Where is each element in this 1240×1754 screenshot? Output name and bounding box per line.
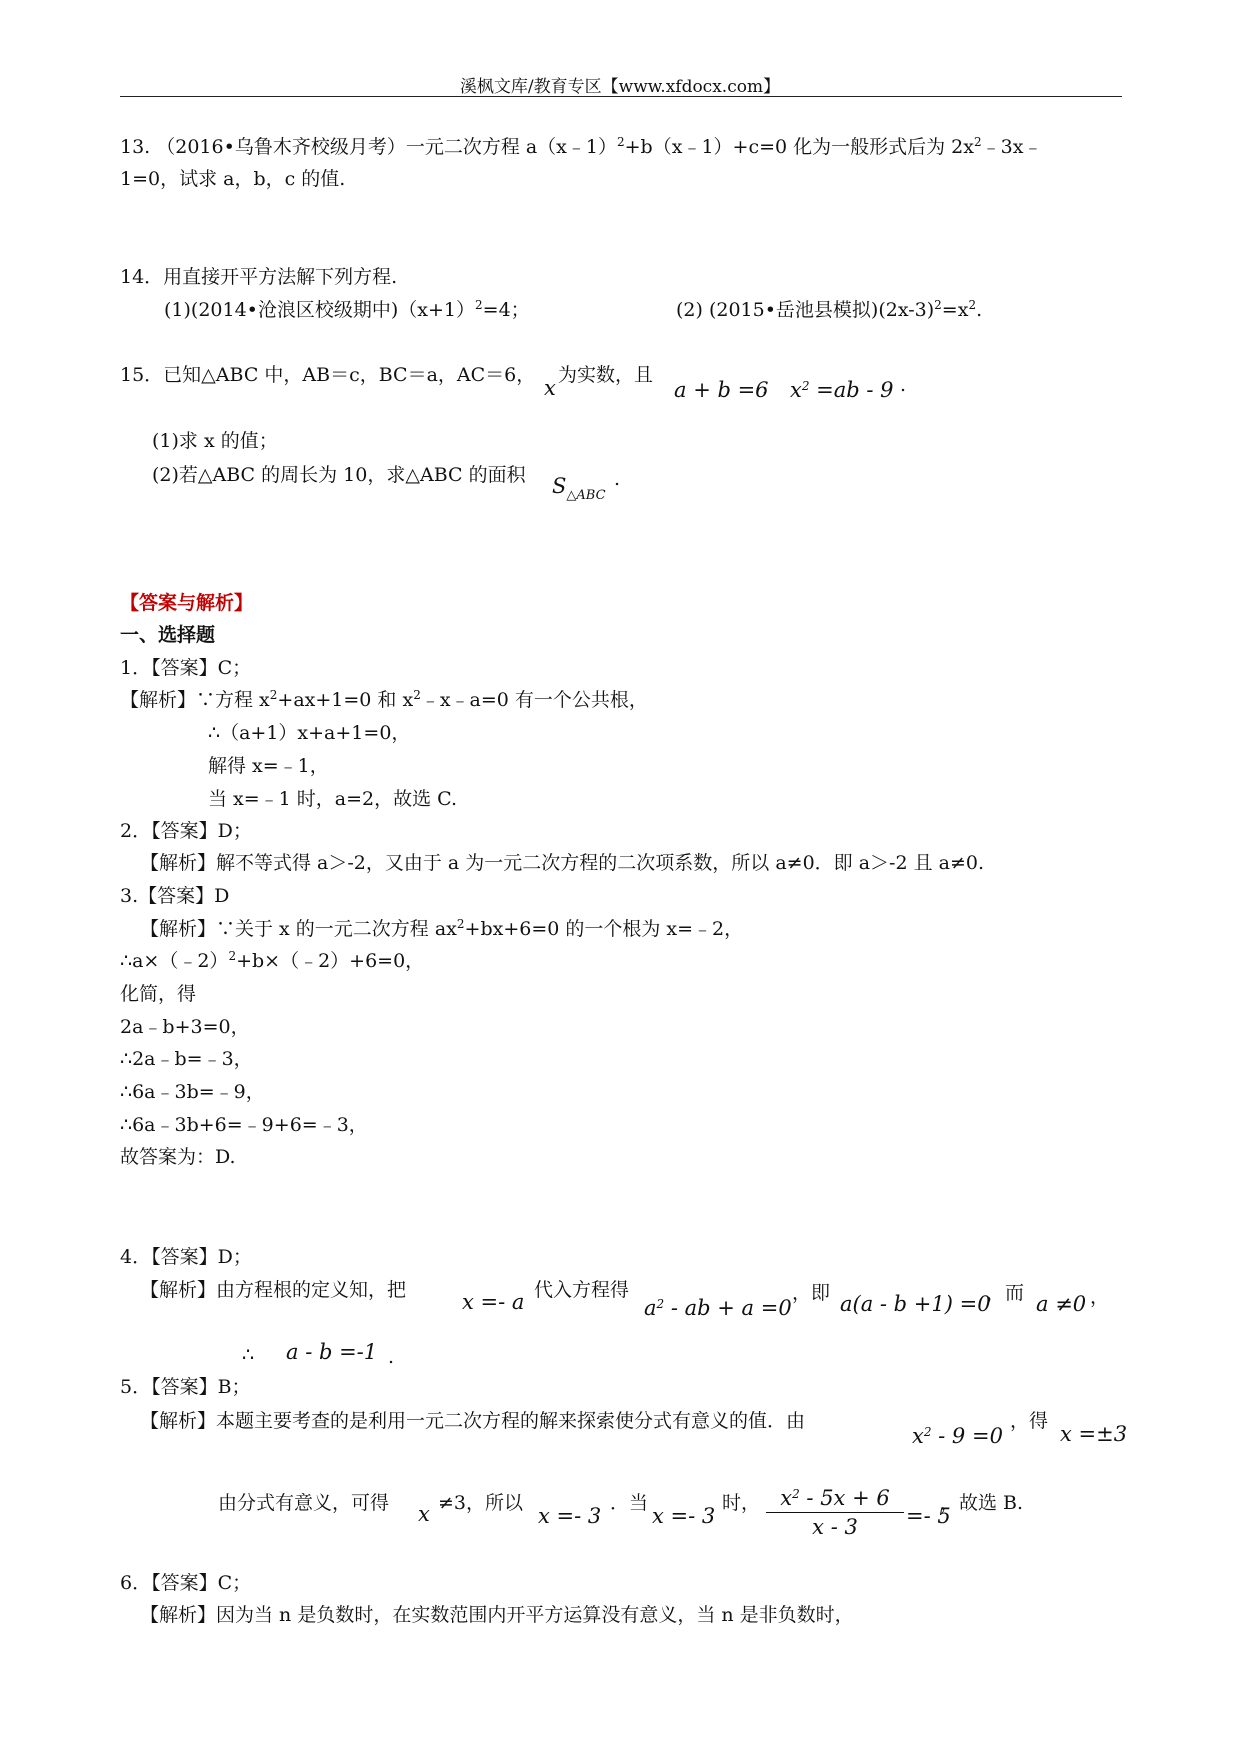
a1-line3: 解得 x=﹣1， (208, 755, 329, 777)
q13-text-c: ﹣3x﹣ (981, 136, 1043, 158)
a1-l1-c: ﹣x﹣a=0 有一个公共根， (420, 689, 648, 711)
a4-math-4: a ≠0 (1036, 1292, 1087, 1316)
a5-text-3: ．当 (610, 1492, 649, 1514)
a1-line4: 当 x=﹣1 时，a=2，故选 C. (208, 788, 458, 810)
header-divider (120, 96, 1122, 97)
a3-line7: ∴6a﹣3b+6=﹣9+6=﹣3， (120, 1114, 368, 1136)
a4-therefore: ∴ (242, 1344, 255, 1366)
q13-text-b: +b（x﹣1）+c=0 化为一般形式后为 2x (624, 136, 974, 158)
page-header: 溪枫文库/教育专区【www.xfdocx.com】 (459, 77, 781, 97)
a5-text-4: 时， (722, 1492, 761, 1514)
a5-math-2: x =±3 (1060, 1422, 1128, 1446)
a1-l1-a: 【解析】∵方程 x (120, 689, 270, 711)
a5-fraction-bar (766, 1512, 904, 1513)
q15-part1: (1)求 x 的值； (152, 430, 278, 452)
q13-sup: 2 (617, 135, 625, 149)
answers-title: 【答案与解析】 (120, 592, 254, 614)
a5-fraction-denominator: x - 3 (812, 1515, 858, 1539)
a4-dot: . (388, 1346, 395, 1368)
a5-line1: 【解析】本题主要考查的是利用一元二次方程的解来探索使分式有意义的值．由 (140, 1410, 806, 1432)
q15-eq2-rest: =ab - 9 (809, 378, 894, 402)
a5-line2-b: ≠3，所以 (438, 1492, 524, 1514)
a3-sup: 2 (456, 917, 465, 931)
q15-dot: . (900, 374, 907, 396)
a3-sup: 2 (228, 949, 237, 963)
a3-line2 (120, 948, 424, 974)
a5-m1-a: x (912, 1424, 924, 1448)
a4-label: 4．【答案】D； (120, 1246, 252, 1268)
a4-text-5: ， (1090, 1286, 1110, 1308)
q14-line1: 14．用直接开平方法解下列方程. (120, 266, 398, 288)
a3-line1 (140, 916, 743, 942)
a5-num-sup: 2 (792, 1487, 800, 1501)
a5-text-2: ，得 (1010, 1410, 1049, 1432)
a5-math-4: x =- 3 (538, 1504, 602, 1528)
a5-num-b: - 5x + 6 (799, 1486, 890, 1510)
a5-num-a: x (780, 1486, 793, 1510)
q15-eq2 (790, 378, 894, 402)
q15-eq2-x: x (790, 378, 802, 402)
a4-text-4: ，而 (986, 1282, 1025, 1304)
a1-sup: 2 (269, 688, 278, 702)
q15-x-symbol: x (544, 376, 556, 400)
a3-line5: ∴2a﹣b=﹣3， (120, 1048, 253, 1070)
a4-text-2: 代入方程得 (534, 1279, 630, 1301)
a3-l1-a: 【解析】∵关于 x 的一元二次方程 ax (140, 918, 457, 940)
a4-math-3: a(a - b +1) =0 (840, 1292, 991, 1316)
q15-comma: ， (762, 372, 782, 394)
a4-line1: 【解析】由方程根的定义知，把 (140, 1279, 407, 1301)
q14-sup: 2 (968, 298, 977, 312)
a4-sup: 2 (656, 1297, 665, 1311)
a4-m2-a: a (644, 1296, 657, 1320)
q14-part1 (164, 297, 530, 323)
q15-area-symbol (552, 474, 606, 503)
a1-label: 1．【答案】C； (120, 657, 252, 679)
q14-part1-tail: =4； (482, 299, 530, 321)
a4-text-3: ，即 (792, 1282, 831, 1304)
q14-part2 (676, 297, 982, 323)
q13-line2: 1=0，试求 a，b，c 的值. (120, 168, 346, 190)
a4-m2-b: - ab + a =0 (664, 1296, 792, 1320)
a3-l1-b: +bx+6=0 的一个根为 x=﹣2， (464, 918, 744, 940)
a3-line8: 故答案为：D. (120, 1146, 236, 1168)
q14-part1-text: (1)(2014•沧浪区校级期中)（x+1） (164, 299, 476, 321)
q14-sup: 2 (934, 298, 942, 312)
a4-math-2 (644, 1296, 792, 1320)
q14-part2-end: . (976, 299, 983, 321)
a5-line2-a: 由分式有意义，可得 (218, 1492, 390, 1514)
a2-label: 2．【答案】D； (120, 820, 252, 842)
a5-fraction-numerator (766, 1486, 904, 1510)
a6-line1: 【解析】因为当 n 是负数时，在实数范围内开平方运算没有意义，当 n 是非负数时， (140, 1604, 854, 1626)
a4-math-5: a - b =-1 (286, 1340, 378, 1364)
q15-line1: 15．已知△ABC 中，AB＝c，BC＝a，AC＝6， (120, 364, 536, 386)
a5-math-3: x (418, 1502, 430, 1526)
a1-sup: 2 (413, 688, 421, 702)
a5-math-6: =- 5 (906, 1504, 951, 1528)
a3-l2-b: +b×（﹣2）+6=0， (236, 950, 425, 972)
a2-line1: 【解析】解不等式得 a＞-2，又由于 a 为一元二次方程的二次项系数，所以 a≠0．即 a＞-2 且 a≠0. (140, 852, 984, 874)
q15-s-sub: △ABC (566, 488, 606, 503)
a1-line2: ∴（a+1）x+a+1=0， (208, 722, 411, 744)
q14-part2-mid: =x (941, 299, 969, 321)
a3-line6: ∴6a﹣3b=﹣9， (120, 1081, 265, 1103)
a1-l1-b: +ax+1=0 和 x (277, 689, 414, 711)
a5-m1-b: - 9 =0 (931, 1424, 1003, 1448)
a3-line3: 化简，得 (120, 983, 197, 1005)
q14-sup: 2 (475, 298, 483, 312)
q14-part2-text: (2) (2015•岳池县模拟)(2x-3) (676, 299, 935, 321)
q15-end: . (614, 468, 621, 490)
a5-fraction (766, 1486, 904, 1539)
section-heading: 一、选择题 (120, 624, 216, 646)
q15-sup: 2 (801, 379, 810, 393)
a5-sup: 2 (923, 1425, 932, 1439)
a3-label: 3.【答案】D (120, 885, 230, 907)
q15-s: S (552, 474, 567, 498)
a5-label: 5．【答案】B； (120, 1376, 251, 1398)
q15-eq1: a + b =6 (674, 378, 769, 402)
a3-line4: 2a﹣b+3=0， (120, 1016, 250, 1038)
a3-l2-a: ∴a×（﹣2） (120, 950, 229, 972)
q15-part2: (2)若△ABC 的周长为 10，求△ABC 的面积 (152, 464, 526, 486)
a6-label: 6．【答案】C； (120, 1572, 252, 1594)
a4-math-1: x =- a (462, 1290, 525, 1314)
q13-text-a: 13. （2016•乌鲁木齐校级月考）一元二次方程 a（x﹣1） (120, 136, 617, 158)
q15-mid-text: 为实数，且 (558, 364, 654, 386)
q13-sup: 2 (973, 135, 982, 149)
q13-line1 (120, 134, 1042, 160)
a5-math-5: x =- 3 (652, 1504, 716, 1528)
a1-line1 (120, 687, 648, 713)
a5-math-1 (912, 1424, 1003, 1448)
a5-text-5: ，故选 B. (940, 1492, 1024, 1514)
